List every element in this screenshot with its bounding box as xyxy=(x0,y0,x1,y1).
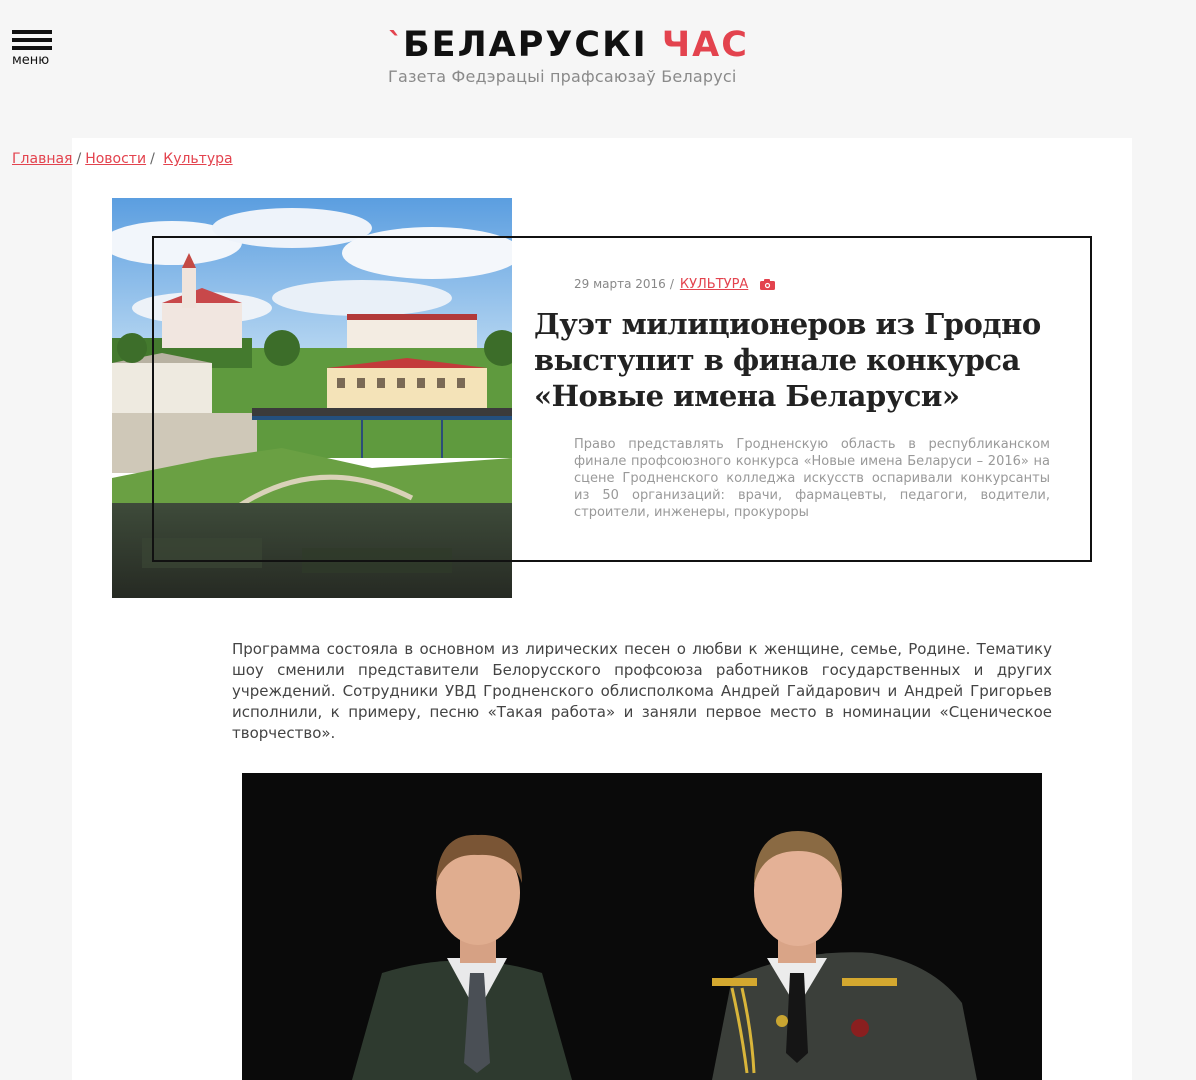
hamburger-icon xyxy=(12,30,52,34)
breadcrumb-separator: / xyxy=(76,151,82,167)
site-logo[interactable] xyxy=(388,25,768,86)
article-body-paragraph: Программа состояла в основном из лирических песен о любви к женщине, семье, Родине. Тематику шоу сменили представители Белорусского профсоюза работников государственных и других учреждений. Сотрудники УВД Гродненского облисполкома Андрей Гайдарович и Андрей Григорьев исполнили, к примеру, песню «Такая работа» и заняли первое место в номинации «Сценическое творчество». xyxy=(232,640,1052,742)
site-tagline: Газета Федэрацыі прафсаюзаў Беларусі xyxy=(388,67,737,86)
hamburger-icon xyxy=(12,46,52,50)
menu-label: меню xyxy=(12,53,50,68)
breadcrumb-news[interactable]: Новости xyxy=(85,151,147,167)
logo-word-chas: ЧАС xyxy=(661,25,749,65)
breadcrumb-home[interactable]: Главная xyxy=(12,151,73,167)
article-date: 29 марта 2016 xyxy=(574,277,666,291)
article-meta xyxy=(574,277,775,293)
hamburger-icon xyxy=(12,38,52,42)
performers-photo-illustration xyxy=(242,773,1042,1080)
meta-separator: / xyxy=(669,277,674,291)
article-title: Дуэт милиционеров из Гродно выступит в финале конкурса «Новые имена Беларуси» xyxy=(534,307,1041,413)
article-lead: Право представлять Гродненскую область в республиканском финале профсоюзного конкурса «Новые имена Беларуси – 2016» на сцене Гродненского колледжа искусств оспаривали конкурсанты из 50 организаций: врачи, фармацевты, педагоги, водители, строители, инженеры, прокуроры xyxy=(574,437,1050,520)
logo-word-belaruski: БЕЛАРУСКІ xyxy=(403,25,648,65)
breadcrumb xyxy=(12,151,233,167)
logo-title xyxy=(388,25,768,65)
breadcrumb-culture[interactable]: Культура xyxy=(163,151,233,167)
camera-icon xyxy=(760,279,775,293)
menu-button[interactable] xyxy=(12,30,54,68)
logo-accent-mark: ˋ xyxy=(388,27,405,62)
article-photo xyxy=(242,773,1042,1080)
breadcrumb-separator: / xyxy=(150,151,155,167)
article-category-link[interactable]: КУЛЬТУРА xyxy=(679,277,749,292)
